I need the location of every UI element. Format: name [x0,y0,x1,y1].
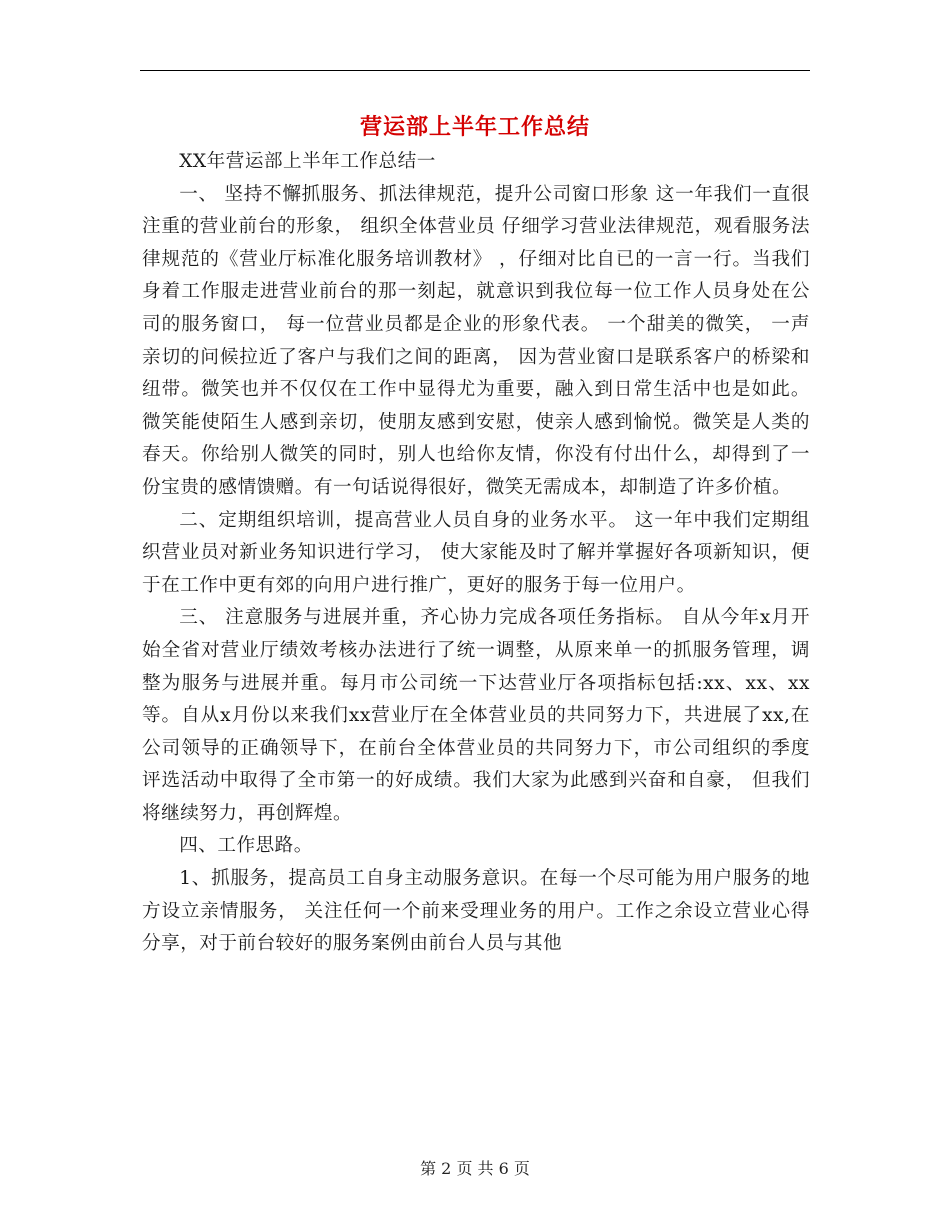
header-rule [140,70,810,71]
paragraph-section-4-heading: 四、工作思路。 [179,835,313,857]
paragraph-section-1: 一、 坚持不懈抓服务、抓法律规范，提升公司窗口形象 这一年我们一直很注重的营业前台的形象， 组织全体营业员 仔细学习营业法律规范，观看服务法律规范的《营业厅标准化服务培训教材》 ，仔细对比自已的一言一行。当我们身着工作服走进营业前台的那一刻起，就意识到我位每一位工作人员身处在公司的服务窗口， 每一位营业员都是企业的形象代表。 一个甜美的微笑， 一声亲切的问候拉近了客户与我们之间的距离， 因为营业窗口是联系客户的桥梁和纽带。微笑也并不仅仅在工作中显得尤为重要，融入到日常生活中也是如此。微笑能使陌生人感到亲切，使朋友感到安慰，使亲人感到愉悦。微笑是人类的春天。你给别人微笑的同时，别人也给你友情，你没有付出什么，却得到了一份宝贵的感情馈赠。有一句话说得很好，微笑无需成本，却制造了许多价植。 [142,183,810,498]
paragraph-item-1: 1、抓服务，提高员工自身主动服务意识。在每一个尽可能为用户服务的地方设立亲情服务， 关注任何一个前来受理业务的用户。工作之余设立营业心得分享，对于前台较好的服务案例由前台人员与其他 [142,868,810,955]
document-body [142,146,810,961]
document-title: 营运部上半年工作总结 [359,115,590,140]
paragraph-section-3: 三、 注意服务与进展并重，齐心协力完成各项任务指标。 自从今年x月开始全省对营业厅绩效考核办法进行了统一调整，从原来单一的抓服务管理，调整为服务与进展并重。每月市公司统一下达营业厅各项指标包括:xx、xx、xx等。自从x月份以来我们xx营业厅在全体营业员的共同努力下，共进展了xx,在公司领导的正确领导下，在前台全体营业员的共同努力下，市公司组织的季度评选活动中取得了全市第一的好成绩。我们大家为此感到兴奋和自豪， 但我们将继续努力，再创辉煌。 [142,607,810,824]
subtitle-paragraph: XX年营运部上半年工作总结一 [179,151,436,172]
page-number: 第 2 页 共 6 页 [420,1159,530,1178]
paragraph-section-2: 二、定期组织培训，提高营业人员自身的业务水平。 这一年中我们定期组织营业员对新业务知识进行学习， 使大家能及时了解并掌握好各项新知识，便于在工作中更有郊的向用户进行推广，更好的服务于每一位用户。 [142,509,810,596]
